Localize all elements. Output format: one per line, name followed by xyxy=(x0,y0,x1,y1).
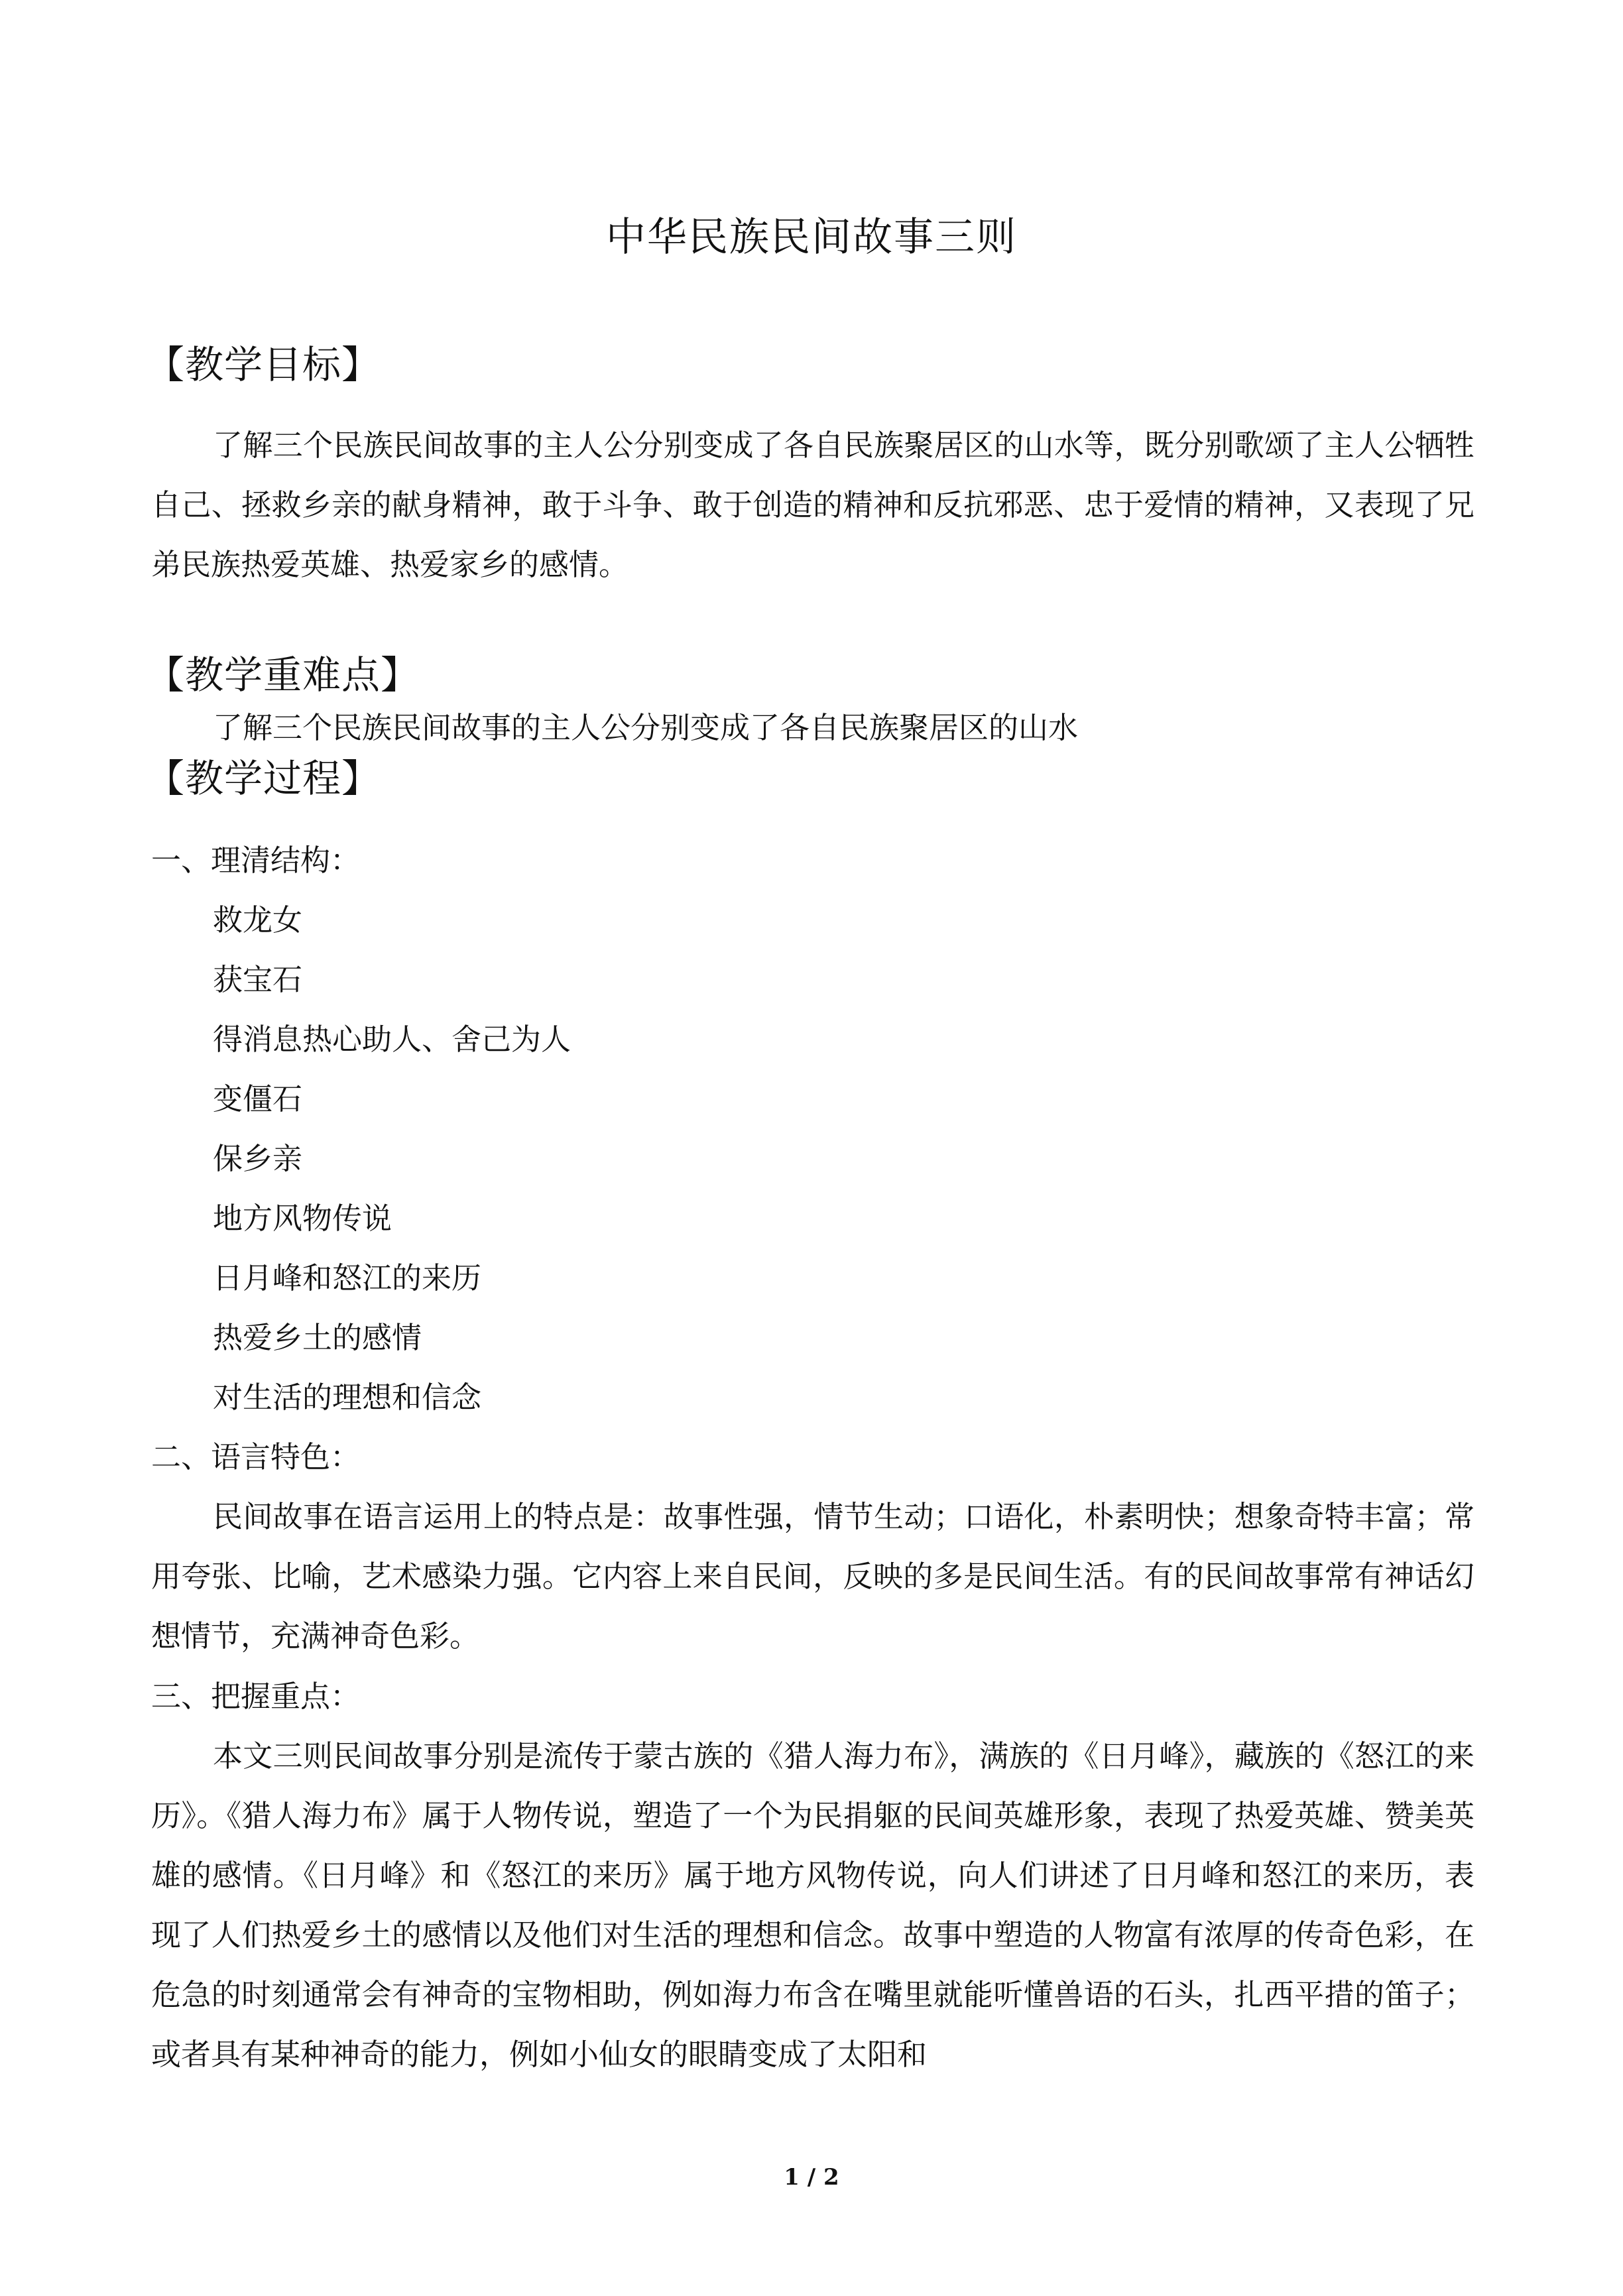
structure-list-item: 救龙女 xyxy=(213,902,303,937)
goals-paragraph: 了解三个民族民间故事的主人公分别变成了各自民族聚居区的山水等，既分别歌颂了主人公牺牲自己、拯救乡亲的献身精神，敢于斗争、敢于创造的精神和反抗邪恶、忠于爱情的精神，又表现了兄弟民族热爱英雄、热爱家乡的感情。 xyxy=(151,428,1474,582)
section-heading-process: 【教学过程】 xyxy=(146,756,381,801)
structure-list-item: 对生活的理想和信念 xyxy=(213,1380,482,1415)
structure-list-item: 保乡亲 xyxy=(213,1141,303,1176)
structure-list-item: 地方风物传说 xyxy=(213,1201,392,1236)
key-focus-paragraph: 本文三则民间故事分别是流传于蒙古族的《猎人海力布》，满族的《日月峰》，藏族的《怒江的来历》。《猎人海力布》属于人物传说，塑造了一个为民捐躯的民间英雄形象，表现了热爱英雄、赞美英雄的感情。《日月峰》和《怒江的来历》属于地方风物传说，向人们讲述了日月峰和怒江的来历，表现了人们热爱乡土的感情以及他们对生活的理想和信念。故事中塑造的人物富有浓厚的传奇色彩，在危急的时刻通常会有神奇的宝物相助，例如海力布含在嘴里就能听懂兽语的石头，扎西平措的笛子；或者具有某种神奇的能力，例如小仙女的眼睛变成了太阳和 xyxy=(151,1738,1474,2072)
page-number: 1 / 2 xyxy=(784,2164,839,2191)
process-part1-label: 一、理清结构： xyxy=(151,843,361,878)
structure-list-item: 得消息热心助人、舍己为人 xyxy=(213,1022,571,1057)
key-points-paragraph: 了解三个民族民间故事的主人公分别变成了各自民族聚居区的山水 xyxy=(213,710,1079,745)
structure-list-item: 获宝石 xyxy=(213,962,303,997)
structure-list-item: 日月峰和怒江的来历 xyxy=(213,1260,482,1296)
structure-list-item: 热爱乡土的感情 xyxy=(213,1320,422,1355)
section-heading-key-points: 【教学重难点】 xyxy=(146,652,420,697)
section-heading-goals: 【教学目标】 xyxy=(146,342,381,387)
structure-list-item: 变僵石 xyxy=(213,1081,303,1117)
page-title: 中华民族民间故事三则 xyxy=(606,214,1017,261)
process-part3-label: 三、把握重点： xyxy=(151,1679,361,1714)
language-features-paragraph: 民间故事在语言运用上的特点是：故事性强，情节生动；口语化，朴素明快；想象奇特丰富；常用夸张、比喻，艺术感染力强。它内容上来自民间，反映的多是民间生活。有的民间故事常有神话幻想情节，充满神奇色彩。 xyxy=(151,1499,1474,1654)
process-part2-label: 二、语言特色： xyxy=(151,1439,361,1475)
